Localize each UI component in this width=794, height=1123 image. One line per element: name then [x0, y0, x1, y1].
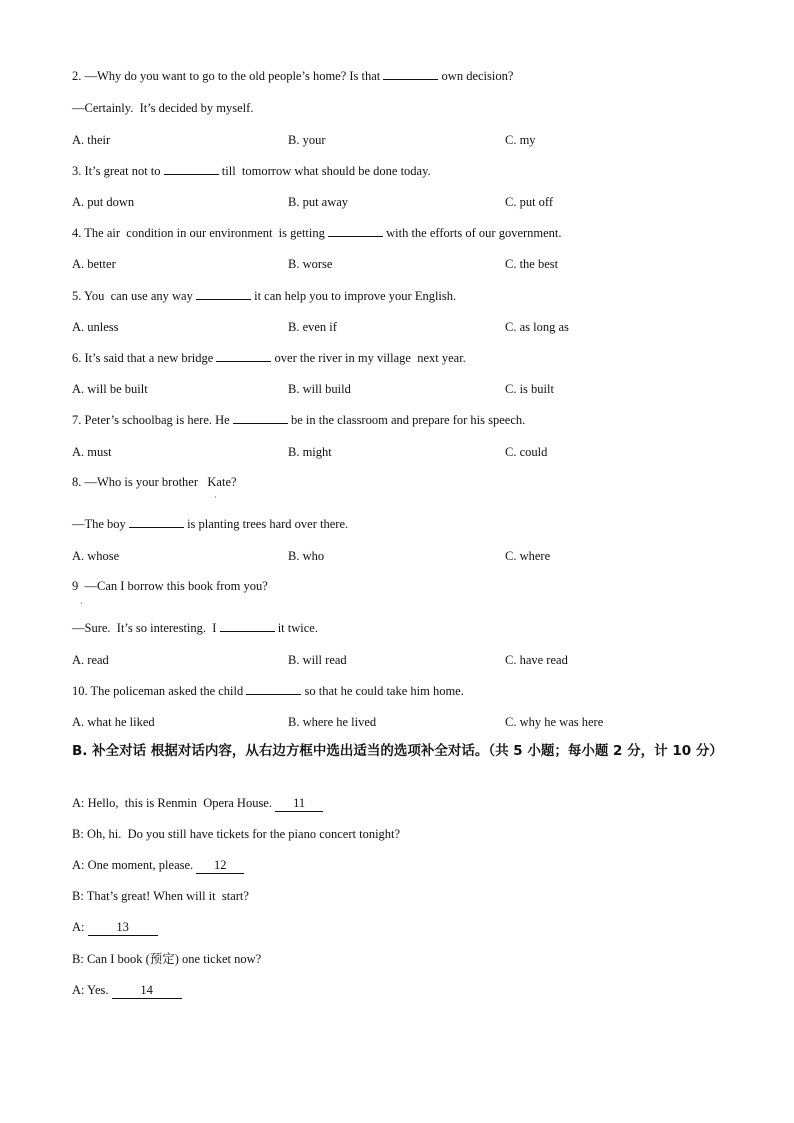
option-a: A. their: [72, 133, 111, 147]
answer-blank: [164, 163, 219, 175]
question-3-stem: 3. It’s great not to till tomorrow what should be done today.: [72, 164, 431, 178]
option-c: C. as long as: [505, 320, 569, 334]
option-c: C. have read: [505, 653, 568, 667]
option-b: B. put away: [288, 195, 349, 209]
option-c: C. put off: [505, 195, 554, 209]
dialogue-line: B: Can I book (预定) one ticket now?: [72, 952, 262, 966]
answer-blank: [196, 288, 251, 300]
option-b: B. might: [288, 445, 332, 459]
dialogue-line: A: Hello, this is Renmin Opera House. 11: [72, 795, 323, 812]
question-2-stem: 2. —Why do you want to go to the old people’s home? Is that own decision?: [72, 69, 514, 83]
option-b: B. worse: [288, 257, 333, 271]
answer-blank: [216, 350, 271, 362]
option-b: B. will read: [288, 653, 347, 667]
option-a: A. unless: [72, 320, 119, 334]
dialogue-line: A: One moment, please. 12: [72, 857, 244, 874]
dialogue-line: A: 13: [72, 919, 158, 936]
option-b: B. your: [288, 133, 326, 147]
question-9-stem: 9 —Can I borrow this book from you?: [72, 579, 268, 593]
question-2-reply: —Certainly. It’s decided by myself.: [72, 101, 254, 115]
option-a: A. must: [72, 445, 112, 459]
question-8-reply: —The boy is planting trees hard over there.: [72, 517, 349, 531]
stray-mark: ˌ: [80, 594, 83, 604]
option-c: C. where: [505, 549, 551, 563]
question-6-stem: 6. It’s said that a new bridge over the river in my village next year.: [72, 351, 466, 365]
dialogue-blank: 14: [112, 982, 182, 999]
option-a: A. put down: [72, 195, 135, 209]
answer-blank: [383, 68, 438, 80]
option-a: A. read: [72, 653, 109, 667]
question-7-stem: 7. Peter’s schoolbag is here. He be in the classroom and prepare for his speech.: [72, 413, 526, 427]
option-a: A. better: [72, 257, 116, 271]
option-b: B. will build: [288, 382, 351, 396]
option-c: C. the best: [505, 257, 559, 271]
question-4-stem: 4. The air condition in our environment is getting with the efforts of our government.: [72, 226, 562, 240]
dialogue-line: B: That’s great! When will it start?: [72, 889, 249, 903]
option-a: A. will be built: [72, 382, 148, 396]
dialogue-blank: 13: [88, 919, 158, 936]
option-c: C. could: [505, 445, 548, 459]
option-b: B. where he lived: [288, 715, 377, 729]
option-c: C. is built: [505, 382, 554, 396]
answer-blank: [220, 620, 275, 632]
answer-blank: [129, 516, 184, 528]
stray-mark: ˌ: [214, 488, 217, 498]
answer-blank: [246, 683, 301, 695]
option-a: A. what he liked: [72, 715, 155, 729]
dialogue-blank: 12: [196, 857, 244, 874]
dialogue-blank: 11: [275, 795, 323, 812]
section-b-heading: B. 补全对话 根据对话内容，从右边方框中选出适当的选项补全对话。（共 5 小题；每小题 2 分，计 10 分）: [72, 743, 723, 759]
question-9-reply: —Sure. It’s so interesting. I it twice.: [72, 621, 318, 635]
option-b: B. who: [288, 549, 325, 563]
question-5-stem: 5. You can use any way it can help you to improve your English.: [72, 289, 457, 303]
option-c: C. my: [505, 133, 536, 147]
option-b: B. even if: [288, 320, 337, 334]
answer-blank: [328, 225, 383, 237]
question-10-stem: 10. The policeman asked the child so that he could take him home.: [72, 684, 464, 698]
answer-blank: [233, 412, 288, 424]
option-c: C. why he was here: [505, 715, 604, 729]
question-8-stem: 8. —Who is your brother Kate?: [72, 475, 237, 489]
option-a: A. whose: [72, 549, 120, 563]
dialogue-line: A: Yes. 14: [72, 982, 182, 999]
dialogue-line: B: Oh, hi. Do you still have tickets for the piano concert tonight?: [72, 827, 401, 841]
